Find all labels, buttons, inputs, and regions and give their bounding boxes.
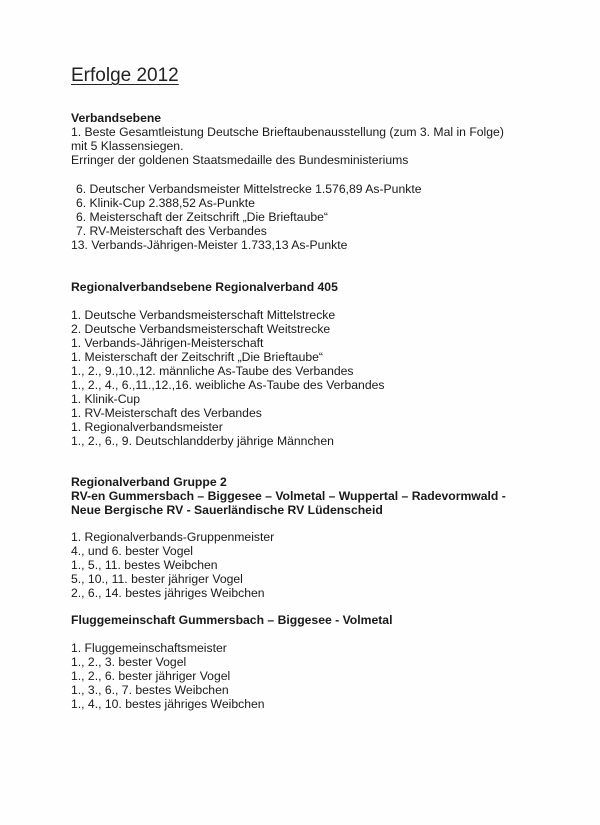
list-item: 1., 2., 6. bester jähriger Vogel — [71, 669, 231, 683]
list-item: 1. Verbands-Jährigen-Meisterschaft — [71, 336, 264, 350]
list-item: 1., 2., 4., 6.,11.,12.,16. weibliche As-Taube des Verbandes — [71, 378, 385, 392]
intro-line: mit 5 Klassensiegen. — [71, 139, 184, 153]
section-heading: Fluggemeinschaft Gummersbach – Biggesee - Volmetal — [71, 613, 393, 627]
section-fluggemeinschaft — [71, 613, 392, 627]
list-item: 1. Deutsche Verbandsmeisterschaft Mittelstrecke — [71, 308, 336, 322]
intro-line: 1. Beste Gesamtleistung Deutsche Brieftaubenausstellung (zum 3. Mal in Folge) — [71, 125, 504, 139]
list-item: 1., 2., 9.,10.,12. männliche As-Taube des Verbandes — [71, 364, 354, 378]
list-item: 1., 3., 6., 7. bestes Weibchen — [71, 683, 229, 697]
list-item: 6. Meisterschaft der Zeitschrift „Die Brieftaube“ — [76, 210, 328, 224]
section-heading: Neue Bergische RV - Sauerländische RV Lüdenscheid — [71, 503, 383, 517]
list-item: 7. RV-Meisterschaft des Verbandes — [76, 224, 267, 238]
section-gruppe-2-list — [71, 530, 274, 600]
list-item: 1., 4., 10. bestes jähriges Weibchen — [71, 697, 265, 711]
section-gruppe-2 — [71, 475, 506, 517]
section-fluggemeinschaft-list — [71, 641, 265, 711]
section-regionalverband-405 — [71, 280, 338, 294]
list-item: 4., und 6. bester Vogel — [71, 544, 193, 558]
list-item: 1. Regionalverbandsmeister — [71, 420, 223, 434]
section-verbandsebene-list — [71, 182, 422, 252]
section-heading: Regionalverbandsebene Regionalverband 405 — [71, 280, 338, 294]
list-item: 6. Klinik-Cup 2.388,52 As-Punkte — [76, 196, 255, 210]
list-item: 5., 10., 11. bester jähriger Vogel — [71, 572, 243, 586]
list-item: 1., 5., 11. bestes Weibchen — [71, 558, 218, 572]
page-title: Erfolge 2012 — [71, 65, 179, 86]
section-heading: Verbandsebene — [71, 111, 162, 125]
list-item: 1., 2., 3. bester Vogel — [71, 655, 187, 669]
list-item: 1. Fluggemeinschaftsmeister — [71, 641, 227, 655]
section-heading: RV-en Gummersbach – Biggesee – Volmetal – Wuppertal – Radevormwald - — [71, 489, 506, 503]
section-verbandsebene — [71, 111, 504, 167]
list-item: 1. Regionalverbands-Gruppenmeister — [71, 530, 275, 544]
list-item: 2. Deutsche Verbandsmeisterschaft Weitstrecke — [71, 322, 331, 336]
section-heading: Regionalverband Gruppe 2 — [71, 475, 227, 489]
section-regionalverband-405-list — [71, 308, 384, 448]
list-item: 2., 6., 14. bestes jähriges Weibchen — [71, 586, 265, 600]
intro-line: Erringer der goldenen Staatsmedaille des Bundesministeriums — [71, 153, 409, 167]
list-item: 13. Verbands-Jährigen-Meister 1.733,13 As-Punkte — [71, 238, 348, 252]
list-item: 1. Klinik-Cup — [71, 392, 141, 406]
list-item: 1. Meisterschaft der Zeitschrift „Die Brieftaube“ — [71, 350, 323, 364]
list-item: 1. RV-Meisterschaft des Verbandes — [71, 406, 262, 420]
list-item: 6. Deutscher Verbandsmeister Mittelstrecke 1.576,89 As-Punkte — [76, 182, 422, 196]
list-item: 1., 2., 6., 9. Deutschlandderby jährige Männchen — [71, 434, 334, 448]
